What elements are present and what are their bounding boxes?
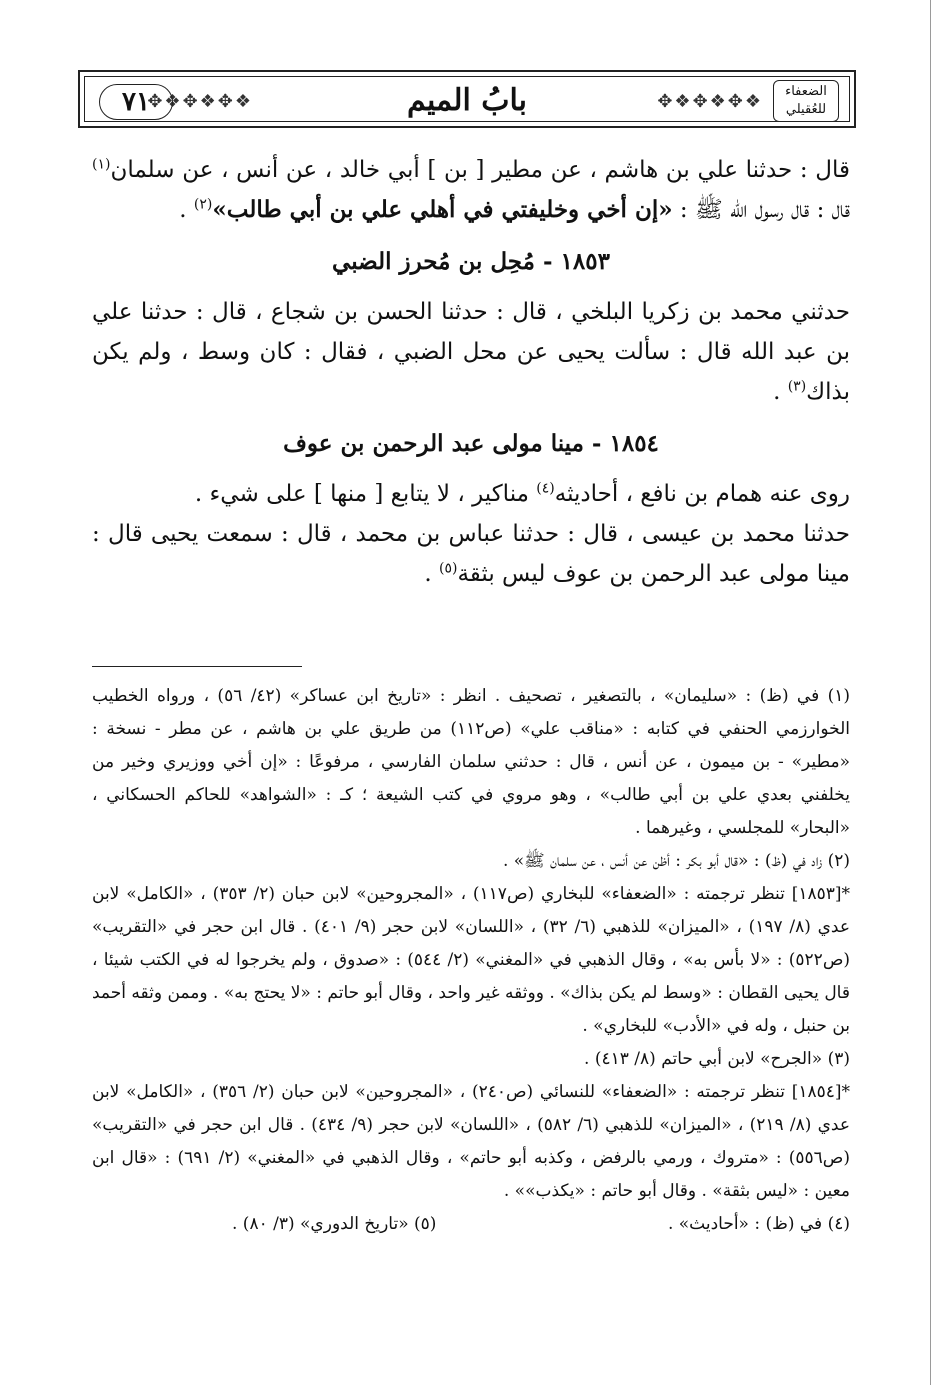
paragraph-3 xyxy=(92,292,850,412)
book-logo xyxy=(773,80,839,122)
paragraph-5 xyxy=(92,514,850,594)
logo-line-2: للعُقيلي xyxy=(785,102,827,117)
hadith-quote: «إن أخي وخليفتي في أهلي علي بن أبي طالب» xyxy=(212,196,673,223)
footnote-3: (٣) «الجرح» لابن أبي حاتم (٨/ ٤١٣) . xyxy=(584,1049,850,1069)
entry-heading-1854: ١٨٥٤ - مينا مولى عبد الرحمن بن عوف xyxy=(283,430,659,457)
ornament-left-icon: ❖✥❖✥❖✥ xyxy=(147,91,253,112)
page-number: ٧١ xyxy=(99,84,173,120)
footnote-divider xyxy=(92,666,302,667)
footnotes xyxy=(92,680,850,1241)
footnotes-4-5-row xyxy=(92,1208,850,1241)
chapter-title: بابُ الميم xyxy=(406,83,527,118)
footnote-5: (٥) «تاريخ الدوري» (٣/ ٨٠) . xyxy=(232,1214,437,1234)
p5-text: حدثنا محمد بن عيسى ، قال : حدثنا عباس بن محمد ، قال : سمعت يحيى قال : مينا مولى عبد الرحمن بن عوف ليس بثقة xyxy=(92,521,850,587)
footnote-1: (١) في (ظ) : «سليمان» ، بالتصغير ، تصحيف . انظر : «تاريخ ابن عساكر» (٤٢/ ٥٦) ، ورواه الخطيب الخوارزمي الحنفي في كتابه : «مناقب علي» (ص١١٢) من طريق علي بن هاشم ، عن مطر - نسخة : «مطير» - بن ميمون ، عن أنس ، قال : حدثني سلمان الفارسي ، مرفوعًا : «إن أخي ووزيري وخير من يخلفني بعدي علي بن أبي طالب» ، وهو مروي في كتب الشيعة ؛ كـ : «الشواهد» للحاكم الحسكاني ، «البحار» للمجلسي ، وغيرهما . xyxy=(92,686,850,838)
ornament-right-icon: ❖✥❖✥❖✥ xyxy=(657,91,763,112)
page-header xyxy=(78,70,856,128)
p4-text-b: مناكير ، لا يتابع [ منها ] على شيء . xyxy=(194,481,529,507)
footnote-ref-3: (٣) xyxy=(787,378,807,395)
footnote-ref-1: (١) xyxy=(92,156,111,173)
p1-text-b: قال : xyxy=(816,197,850,223)
translation-note-1853: *[١٨٥٣] تنظر ترجمته : «الضعفاء» للبخاري (ص١١٧) ، «المجروحين» لابن حبان (٢/ ٣٥٣) ، «الكامل» لابن عدي (٨/ ١٩٧) ، «الميزان» للذهبي (٦/ ٣٢) ، «اللسان» لابن حجر (٩/ ٤٠١) . قال ابن حجر في «التقريب» (ص٥٢٢) : «لا بأس به» ، وقال الذهبي في «المغني» (٢/ ٥٤٤) : «صدوق ، ولم يخرجوا له في الكتب شيئا ، قال يحيى القطان : «وسط لم يكن بذاك» . ووثقه غير واحد ، وقال أبو حاتم : «لا يحتج به» . وممن وثقه أحمد بن حنبل ، وله في «الأدب» للبخاري» . xyxy=(92,884,851,1036)
p5-end: . xyxy=(424,561,432,587)
footnote-2: (٢) زاد في (ظ) : «قال أبو بكر : أظن عن أنس ، عن سلمان ﷺ» . xyxy=(502,851,850,871)
translation-note-1854: *[١٨٥٤] تنظر ترجمته : «الضعفاء» للنسائي (ص٢٤٠) ، «المجروحين» لابن حبان (٢/ ٣٥٦) ، «الكامل» لابن عدي (٨/ ٢١٩) ، «الميزان» للذهبي (٦/ ٥٨٢) ، «اللسان» لابن حجر (٩/ ٤٣٤) . قال ابن حجر في «التقريب» (ص٥٥٦) : «متروك ، ورمي بالرفض ، وكذبه أبو حاتم» ، وقال الذهبي في «المغني» (٢/ ٦٩١) : «قال ابن معين : «ليس بثقة» . وقال أبو حاتم : «يكذب»» . xyxy=(92,1082,851,1201)
p4-text-a: روى عنه همام بن نافع ، أحاديثه xyxy=(554,481,850,507)
p2-end: . xyxy=(179,197,187,223)
footnote-ref-4: (٤) xyxy=(536,480,555,497)
p3-end: . xyxy=(773,379,781,405)
footnote-ref-5: (٥) xyxy=(438,560,458,577)
paragraph-1 xyxy=(92,150,850,230)
logo-line-1: الضعفاء xyxy=(785,84,827,99)
footnote-4: (٤) في (ظ) : «أحاديث» . xyxy=(667,1214,850,1234)
p3-text: حدثني محمد بن زكريا البلخي ، قال : حدثنا الحسن بن شجاع ، قال : حدثنا علي بن عبد الله قال : سألت يحيى عن محل الضبي ، فقال : كان وسط ، ولم يكن بذاك xyxy=(92,299,850,405)
header-inner-frame xyxy=(84,76,850,122)
footnote-ref-2: (٢) xyxy=(193,196,213,213)
entry-heading-1853: ١٨٥٣ - مُحِل بن مُحرز الضبي xyxy=(332,248,610,275)
p1-text-a: قال : حدثنا علي بن هاشم ، عن مطير [ بن ] أبي خالد ، عن أنس ، عن سلمان xyxy=(110,157,850,183)
p2-text-a: قال رسول الله ﷺ : xyxy=(679,197,810,223)
paragraph-4 xyxy=(92,474,850,514)
page-edge-line xyxy=(930,0,931,1385)
main-text xyxy=(92,150,850,594)
